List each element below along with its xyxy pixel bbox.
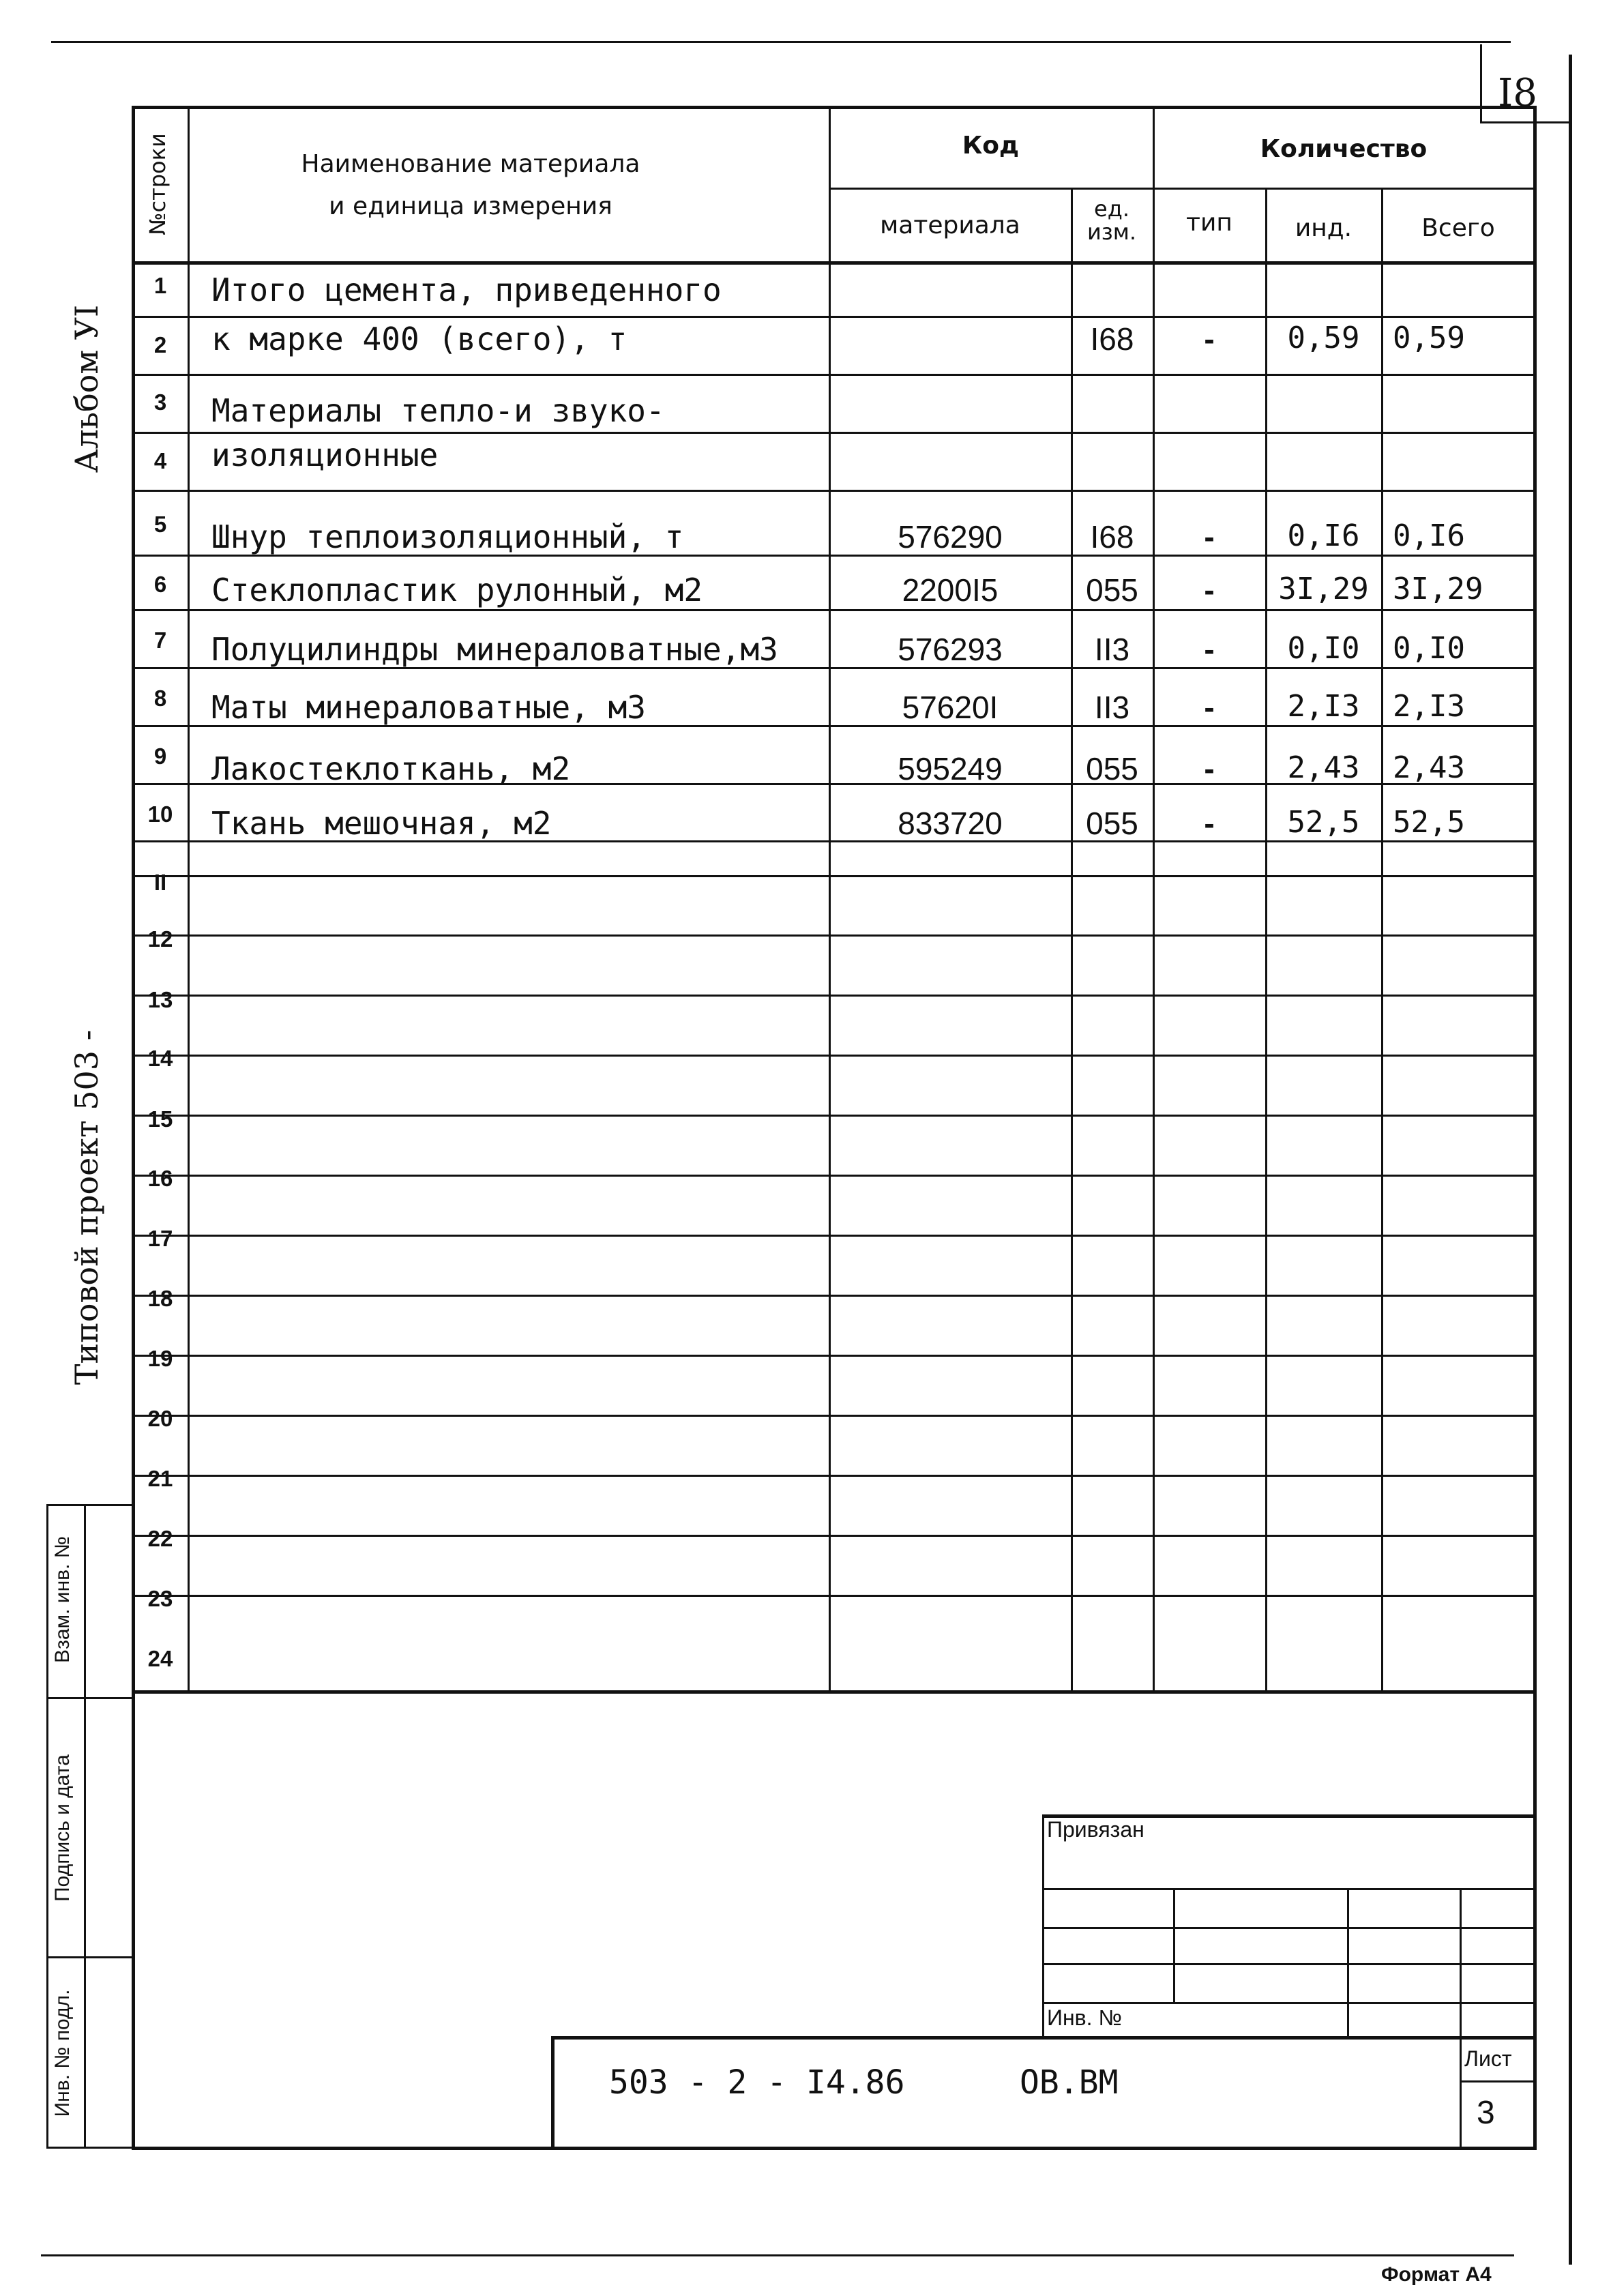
header-code-material: материала [880, 211, 1020, 239]
cell-name: Итого цемента, приведенного [211, 271, 722, 308]
vzam-inv-label: Взам. инв. № [51, 1536, 74, 1663]
row-divider [132, 1115, 1535, 1117]
cell-code: 57620I [902, 690, 999, 725]
document-mark: ОВ.ВМ [1020, 2063, 1119, 2102]
side-stamp-div1 [46, 1697, 133, 1699]
cell-code: 576293 [898, 632, 1003, 667]
sheet-number-box-bottom [1480, 121, 1569, 123]
row-divider [132, 875, 1535, 877]
row-number: 13 [147, 987, 173, 1012]
cell-ind: 0,I0 [1287, 631, 1360, 666]
table-bottom-line [132, 1690, 1535, 1694]
cell-total: 0,I6 [1393, 518, 1465, 553]
podpis-data-label: Подпись и дата [51, 1754, 74, 1902]
col-line-code [1071, 188, 1073, 1692]
cell-unit: 055 [1086, 751, 1138, 786]
header-code: Код [962, 132, 1020, 160]
row-number: 8 [153, 686, 167, 711]
row-divider [132, 1175, 1535, 1177]
row-number: 1 [153, 273, 167, 298]
cell-unit: I68 [1090, 321, 1134, 357]
row-divider [132, 1055, 1535, 1057]
row-number: 2 [153, 332, 167, 357]
cell-name: Шнур теплоизоляционный, т [211, 518, 684, 555]
row-divider [132, 1415, 1535, 1417]
row-divider [132, 995, 1535, 997]
sheet-number-box-left [1480, 44, 1482, 123]
side-stamp-div2 [46, 1956, 133, 1958]
header-subdivider [829, 188, 1535, 190]
cell-type: - [1204, 632, 1215, 667]
inv-podl-label: Инв. № подл. [51, 1989, 74, 2117]
row-number: 18 [147, 1286, 173, 1311]
sheet-number: I8 [1498, 71, 1537, 115]
row-number: 23 [147, 1586, 173, 1611]
row-number: 5 [153, 512, 167, 537]
cell-unit: I68 [1090, 519, 1134, 555]
cell-name: Материалы тепло-и звуко- [211, 392, 665, 429]
doc-stamp-left [551, 2036, 555, 2149]
cell-total: 2,I3 [1393, 689, 1465, 724]
header-qty-total: Всего [1421, 214, 1495, 242]
col-line-name [829, 106, 831, 1692]
row-divider [132, 1595, 1535, 1597]
cell-code: 595249 [898, 751, 1003, 786]
row-number: 3 [153, 389, 167, 415]
row-number: 14 [147, 1046, 173, 1071]
footer-line [41, 2254, 1514, 2256]
row-number: 10 [147, 801, 173, 827]
tb-col-2 [1347, 1888, 1349, 2038]
cell-name: Стеклопластик рулонный, м2 [211, 572, 703, 608]
cell-code: 2200I5 [902, 572, 999, 608]
col-line-rownum [188, 106, 190, 1692]
list-label: Лист [1464, 2046, 1512, 2071]
row-divider [132, 1355, 1535, 1357]
row-number: 9 [153, 744, 167, 769]
cell-code: 576290 [898, 519, 1003, 555]
cell-name: к марке 400 (всего), т [211, 321, 627, 357]
list-number: 3 [1477, 2095, 1495, 2131]
cell-unit: 055 [1086, 806, 1138, 841]
cell-total: 0,I0 [1393, 631, 1465, 666]
cell-type: - [1204, 690, 1215, 725]
row-divider [132, 1475, 1535, 1477]
row-divider [132, 316, 1535, 318]
inv-no-label: Инв. № [1047, 2005, 1122, 2030]
side-stamp-middle [84, 1504, 86, 2149]
header-qty-type: тип [1186, 209, 1232, 237]
cell-ind: 2,I3 [1287, 689, 1360, 724]
list-box-left [1460, 2036, 1462, 2149]
cell-unit: II3 [1094, 632, 1130, 667]
cell-name: Маты минераловатные, м3 [211, 689, 646, 726]
row-number: 19 [147, 1346, 173, 1371]
cell-type: - [1204, 806, 1215, 841]
cell-total: 2,43 [1393, 750, 1465, 785]
row-divider [132, 934, 1535, 937]
cell-type: - [1204, 572, 1215, 608]
cell-type: - [1204, 519, 1215, 555]
format-label: Формат А4 [1381, 2263, 1492, 2286]
header-code-unit: ед. изм. [1087, 196, 1137, 245]
row-number: II [153, 870, 167, 895]
tb-col-1 [1173, 1888, 1175, 2002]
row-number: 16 [147, 1166, 173, 1191]
side-stamp-top [46, 1504, 133, 1506]
row-divider [132, 432, 1535, 434]
header-quantity: Количество [1260, 135, 1428, 163]
cell-name: изоляционные [211, 437, 439, 473]
document-code: 503 - 2 - I4.86 [609, 2063, 905, 2102]
list-box-divider [1460, 2080, 1535, 2082]
header-qty-ind: инд. [1295, 214, 1353, 242]
cell-name: Ткань мешочная, м2 [211, 805, 552, 842]
frame-top-line [132, 106, 1533, 109]
header-bottom-line [132, 261, 1535, 265]
row-divider [132, 374, 1535, 376]
row-divider [132, 1235, 1535, 1237]
frame-bottom-line [132, 2147, 1537, 2150]
row-number: 22 [147, 1526, 173, 1551]
cell-name: Полуцилиндры минераловатные,м3 [211, 631, 778, 668]
row-number: 17 [147, 1226, 173, 1251]
cell-ind: 0,59 [1287, 321, 1360, 355]
right-frame-line [1569, 55, 1572, 2265]
row-number: 4 [153, 448, 167, 473]
header-row-number: №строки [145, 133, 171, 235]
cell-ind: 0,I6 [1287, 518, 1360, 553]
top-border-line [51, 41, 1511, 43]
frame-right-line [1533, 106, 1537, 2149]
row-number: 15 [147, 1106, 173, 1132]
privyazan-label: Привязан [1047, 1817, 1144, 1842]
cell-code: 833720 [898, 806, 1003, 841]
doc-stamp-top [551, 2036, 1537, 2040]
cell-type: - [1204, 751, 1215, 786]
cell-ind: 2,43 [1287, 750, 1360, 785]
col-line-ind [1381, 188, 1383, 1692]
side-stamp-left [46, 1504, 48, 2149]
cell-total: 0,59 [1393, 321, 1465, 355]
project-label: Типовой проект 503 - [68, 1029, 105, 1385]
cell-total: 3I,29 [1393, 572, 1483, 606]
cell-ind: 52,5 [1287, 805, 1360, 840]
row-divider [132, 1295, 1535, 1297]
cell-type: - [1204, 321, 1215, 357]
cell-ind: 3I,29 [1278, 572, 1369, 606]
col-line-type [1265, 188, 1267, 1692]
row-number: 20 [147, 1406, 173, 1431]
row-number: 21 [147, 1466, 173, 1491]
header-name-line1: Наименование материала [301, 150, 640, 178]
cell-unit: II3 [1094, 690, 1130, 725]
row-divider [132, 490, 1535, 492]
row-divider [132, 609, 1535, 611]
row-number: 6 [153, 572, 167, 597]
cell-unit: 055 [1086, 572, 1138, 608]
cell-total: 52,5 [1393, 805, 1465, 840]
cell-name: Лакостеклоткань, м2 [211, 750, 571, 787]
album-label: Альбом УI [68, 304, 105, 473]
row-number: 24 [147, 1646, 173, 1671]
row-number: 7 [153, 628, 167, 653]
tb-col-3 [1460, 1888, 1462, 2038]
row-divider [132, 1535, 1535, 1537]
side-stamp-bottom [46, 2147, 133, 2149]
header-name-line2: и единица измерения [329, 192, 612, 220]
row-number: 12 [147, 926, 173, 952]
